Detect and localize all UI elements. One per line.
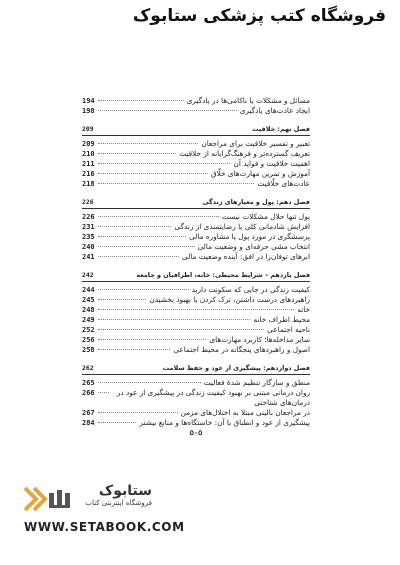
toc-chapter-9 [82,125,310,189]
toc-row: محیط اطراف خانه 249 [82,315,310,324]
table-of-contents [82,96,310,447]
toc-row: تعریف گسترده‌تر و فرهنگ‌گرایانه از خلاقیت 210 [82,149,310,158]
toc-row: عادت‌های خلّاقیت 218 [82,179,310,188]
toc-row: ایجاد عادت‌های یادگیری 198 [82,106,310,115]
toc-row: انتخاب مشی حرفه‌ای و وضعیت مالی 240 [82,242,310,251]
toc-row: در مراجعان بالینی مبتلا به اختلال‌های مزمن 267 [82,408,310,417]
toc-row: راهبردهای درست داشتن، ترک کردن یا بهبود بخشیدن 245 [82,295,310,304]
toc-row: ناحیه اجتماعی 252 [82,325,310,334]
toc-row: پیشگیری از عود و انطباق با آن: خاستگاه‌ها و منابع بیشتر 284 [82,418,310,427]
toc-row: پول تنها حلال مشکلات نیست 226 [82,212,310,221]
chapter-heading: فصل نهم: خلاقیت 209 [82,125,310,136]
chapter-heading: فصل دهم: پول و معیارهای زندگی 226 [82,198,310,209]
toc-top-section [82,96,310,116]
toc-row: کیفیت زندگی در جایی که سکونت دارید 244 [82,285,310,294]
logo-text [84,484,152,508]
logo-mark-icon [22,484,82,514]
toc-row: پرسشگری در مورد پول یا مشاوره مالی 235 [82,232,310,241]
chapter-heading: فصل دوازدهم: پیشگیری از عود و حفظ سلامت 262 [82,364,310,375]
toc-row: منطق و سازگار تنظیم شدهٔ فعالیت 265 [82,378,310,387]
toc-row: مسائل و مشکلات یا ناکامی‌ها در یادگیری 194 [82,96,310,105]
toc-trailing: ۵۰۵ [189,429,203,437]
setabook-logo [22,484,152,514]
logo-subtitle: فروشگاه اینترنتی کتاب [85,499,152,507]
toc-row: اصول و راهبردهای پنجگانه در محیط اجتماعی 258 [82,345,310,354]
toc-row: خانه 248 [82,305,310,314]
toc-row: سایر مداخله‌ها؛ کاربرد مهارت‌های 256 [82,335,310,344]
toc-chapter-12 [82,364,310,438]
toc-row: افزایش شادمانی کلی یا رضایتمندی از زندگی 231 [82,222,310,231]
chapter-heading: فصل یازدهم – شرایط محیطی: خانه، اطرافیان و جامعه 242 [82,271,310,282]
website-url[interactable]: WWW.SETABOOK.COM [24,520,185,534]
toc-row: آموزش و تمرین مهارت‌های خلّاق 216 [82,169,310,178]
toc-row: اهمیت خلاقیت و فواید آن 211 [82,159,310,168]
toc-row: ابرهای توفان‌زا در افق: آینده وضعیت مالی 241 [82,252,310,261]
toc-chapter-10 [82,198,310,262]
page-title: فروشگاه کتب پزشکی ستابوک [132,6,386,26]
toc-row: تعبیر و تفسیر خلاقیت برای مراجعان 209 [82,139,310,148]
logo-brand: ستابوک [98,483,152,499]
toc-row: روان درمانی مبتنی بر بهبود کیفیت زندگی در پیشگیری از عود در درمان‌های شناختی 266 [82,388,310,407]
toc-chapter-11 [82,271,310,355]
